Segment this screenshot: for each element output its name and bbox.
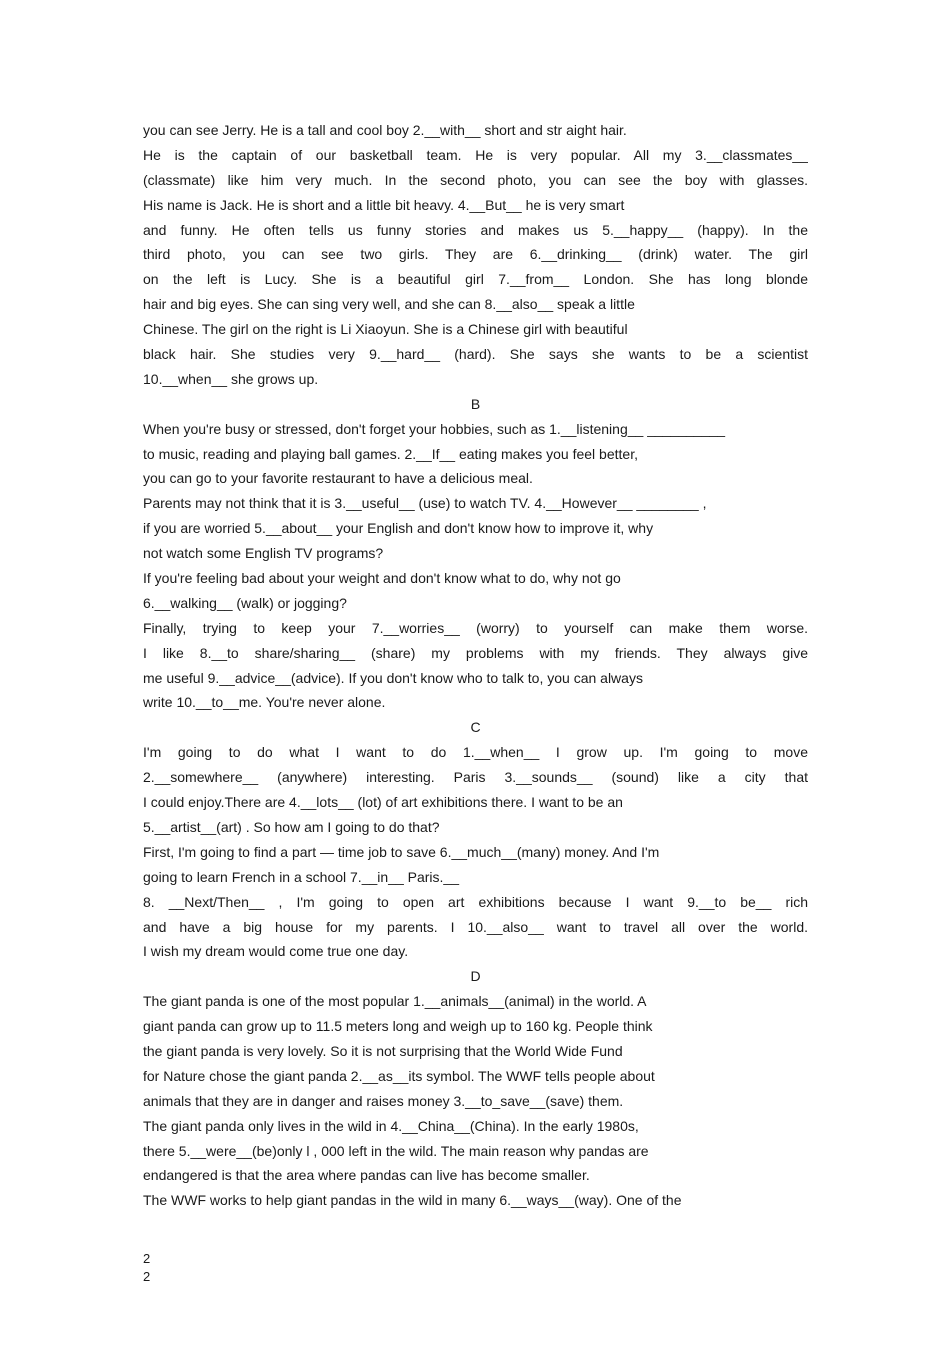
text-line: to music, reading and playing ball games. 2.__If__ eating makes you feel better,	[143, 445, 638, 462]
text-line: third photo, you can see two girls. They are 6.__drinking__ (drink) water. The girl	[143, 246, 808, 263]
page-number-line-2: 2	[143, 1269, 151, 1284]
text-line: Chinese. The girl on the right is Li Xiaoyun. She is a Chinese girl with beautiful	[143, 321, 628, 338]
text-line: animals that they are in danger and raises money 3.__to_save__(save) them.	[143, 1092, 624, 1109]
section-heading: D	[470, 968, 481, 985]
text-line: for Nature chose the giant panda 2.__as__its symbol. The WWF tells people about	[143, 1067, 655, 1084]
text-line: (classmate) like him very much. In the second photo, you can see the boy with glasses.	[143, 171, 808, 188]
text-line: Finally, trying to keep your 7.__worries__ (worry) to yourself can make them worse.	[143, 619, 808, 636]
text-line: If you're feeling bad about your weight and don't know what to do, why not go	[143, 570, 621, 587]
text-line: hair and big eyes. She can sing very well, and she can 8.__also__ speak a little	[143, 296, 635, 313]
text-line: the giant panda is very lovely. So it is not surprising that the World Wide Fund	[143, 1042, 623, 1059]
text-line: you can go to your favorite restaurant to have a delicious meal.	[143, 470, 533, 487]
text-line: not watch some English TV programs?	[143, 545, 384, 562]
page-number	[143, 1250, 150, 1286]
text-line: 5.__artist__(art) . So how am I going to do that?	[143, 818, 440, 835]
text-line: on the left is Lucy. She is a beautiful girl 7.__from__ London. She has long blonde	[143, 271, 808, 288]
text-line: there 5.__were__(be)only l , 000 left in the wild. The main reason why pandas are	[143, 1142, 649, 1159]
document-body	[143, 118, 808, 1213]
text-line: write 10.__to__me. You're never alone.	[143, 694, 386, 711]
text-line: Parents may not think that it is 3.__useful__ (use) to watch TV. 4.__However__ ________ ,	[143, 495, 707, 512]
page-number-line-1: 2	[143, 1251, 151, 1266]
text-line: 8. __Next/Then__ , I'm going to open art exhibitions because I want 9.__to be__ rich	[143, 893, 808, 910]
text-line: if you are worried 5.__about__ your English and don't know how to improve it, why	[143, 520, 654, 537]
text-line: 10.__when__ she grows up.	[143, 370, 319, 387]
text-line: endangered is that the area where pandas can live has become smaller.	[143, 1167, 590, 1184]
text-line: I like 8.__to share/sharing__ (share) my problems with my friends. They always give	[143, 644, 808, 661]
text-line: I could enjoy.There are 4.__lots__ (lot) of art exhibitions there. I want to be an	[143, 794, 623, 811]
text-line: going to learn French in a school 7.__in__ Paris.__	[143, 868, 459, 885]
text-line: I'm going to do what I want to do 1.__when__ I grow up. I'm going to move	[143, 744, 808, 761]
text-line: 2.__somewhere__ (anywhere) interesting. Paris 3.__sounds__ (sound) like a city that	[143, 769, 808, 786]
text-line: me useful 9.__advice__(advice). If you don't know who to talk to, you can always	[143, 669, 643, 686]
text-line: you can see Jerry. He is a tall and cool boy 2.__with__ short and str aight hair.	[143, 122, 627, 138]
text-line: and have a big house for my parents. I 10.__also__ want to travel all over the world.	[143, 918, 808, 935]
text-line: I wish my dream would come true one day.	[143, 943, 409, 960]
section-heading: B	[470, 395, 481, 412]
text-line: 6.__walking__ (walk) or jogging?	[143, 594, 347, 611]
section-heading: C	[470, 719, 481, 736]
text-line: He is the captain of our basketball team. He is very popular. All my 3.__classmates__	[143, 146, 808, 163]
text-line: black hair. She studies very 9.__hard__ (hard). She says she wants to be a scientist	[143, 346, 808, 363]
text-line: The giant panda is one of the most popular 1.__animals__(animal) in the world. A	[143, 993, 647, 1010]
text-line: The WWF works to help giant pandas in the wild in many 6.__ways__(way). One of the	[143, 1192, 682, 1209]
text-line: The giant panda only lives in the wild in 4.__China__(China). In the early 1980s,	[143, 1117, 639, 1134]
text-line: His name is Jack. He is short and a little bit heavy. 4.__But__ he is very smart	[143, 196, 625, 213]
text-line: When you're busy or stressed, don't forget your hobbies, such as 1.__listening__ __________	[143, 420, 726, 437]
text-line: First, I'm going to find a part — time job to save 6.__much__(many) money. And I'm	[143, 843, 660, 860]
text-line: giant panda can grow up to 11.5 meters long and weigh up to 160 kg. People think	[143, 1018, 653, 1035]
text-line: and funny. He often tells us funny stories and makes us 5.__happy__ (happy). In the	[143, 221, 808, 238]
